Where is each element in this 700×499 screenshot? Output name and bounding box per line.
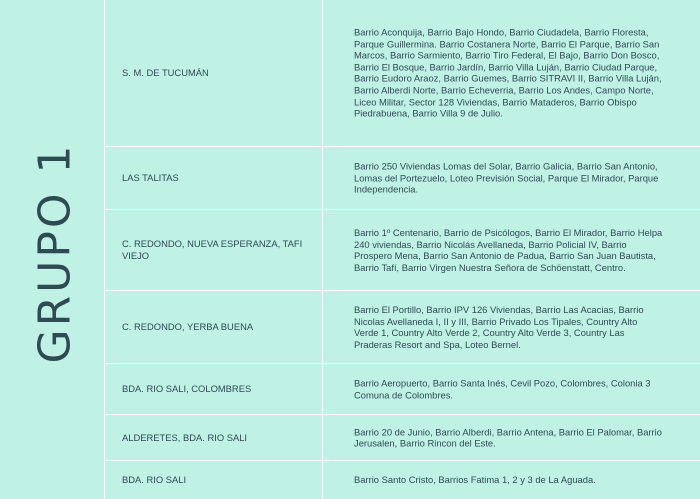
table-row <box>105 0 700 147</box>
group-label: GRUPO 1 <box>29 142 81 364</box>
barrios-cell: Barrio 1º Centenario, Barrio de Psicólogos, Barrio El Mirador, Barrio Helpa 240 viviendas, Barrio Nicolás Avellaneda, Barrio Policial IV, Barrio Prospero Mena, Barrio San Antonio de Padua, Barrio San Juan Bautista, Barrio Tafí, Barrio Virgen Nuestra Señora de Schöenstatt, Centro. <box>354 226 663 273</box>
table-row <box>105 147 700 210</box>
barrios-cell: Barrio 20 de Junio, Barrio Alberdi, Barrio Antena, Barrio El Palomar, Barrio Jerusalen, Barrio Rincon del Este. <box>354 425 662 449</box>
barrios-cell: Barrio Aeropuerto, Barrio Santa Inés, Cevil Pozo, Colombres, Colonia 3 Comuna de Colombres. <box>354 377 651 400</box>
table-row <box>105 210 700 291</box>
table-row <box>105 364 700 415</box>
city-cell: ALDERETES, BDA. RIO SALI <box>122 431 248 443</box>
barrios-cell: Barrio Aconquija, Barrio Bajo Hondo, Barrio Ciudadela, Barrio Floresta, Parque Guillermina. Barrio Costanera Norte, Barrio El Parque, Barrio San Marcos, Barrio Sarmiento, Barrio Tiro Federal, El Bajo, Barrio Don Bosco, Barrio El Bosque, Barrio Jardín, Barrio Villa Luján, Barrio Ciudad Parque, Barrio Eudoro Araoz, Barrio Guemes, Barrio SITRAVI II, Barrio Villa Luján, Barrio Alberdi Norte, Barrio Echeverria, Barrio Los Andes, Campo Norte, Liceo Militar, Sector 128 Viviendas, Barrio Mataderos, Barrio Obispo Piedrabuena, Barrio Villa 9 de Julio. <box>354 26 662 119</box>
table-row <box>105 291 700 364</box>
barrios-cell: Barrio 250 Viviendas Lomas del Solar, Barrio Galicia, Barrio San Antonio, Lomas del Portezuelo, Loteo Previsión Social, Parque El Mirador, Parque Independencia. <box>354 160 659 195</box>
barrios-cell: Barrio El Portillo, Barrio IPV 126 Viviendas, Barrio Las Acacias, Barrio Nicolas Avellaneda I, II y III, Barrio Privado Los Tipales, Country Alto Verde 1, Country Alto Verde 2, Country Alto Verde 3, Country Las Praderas Resort and Spa, Loteo Bernel. <box>354 303 644 350</box>
city-cell: S. M. DE TUCUMÁN <box>122 67 209 78</box>
table-row <box>105 461 700 499</box>
city-cell: BDA. RIO SALI <box>122 474 187 485</box>
table-row <box>105 415 700 461</box>
barrios-cell: Barrio Santo Cristo, Barrios Fatima 1, 2 y 3 de La Aguada. <box>354 474 596 486</box>
city-cell: C. REDONDO, YERBA BUENA <box>122 321 254 332</box>
city-cell: LAS TALITAS <box>122 172 179 183</box>
group-column <box>0 0 104 499</box>
city-cell: C. REDONDO, NUEVA ESPERANZA, TAFI VIEJO <box>122 238 303 261</box>
city-cell: BDA. RIO SALI, COLOMBRES <box>122 383 252 394</box>
